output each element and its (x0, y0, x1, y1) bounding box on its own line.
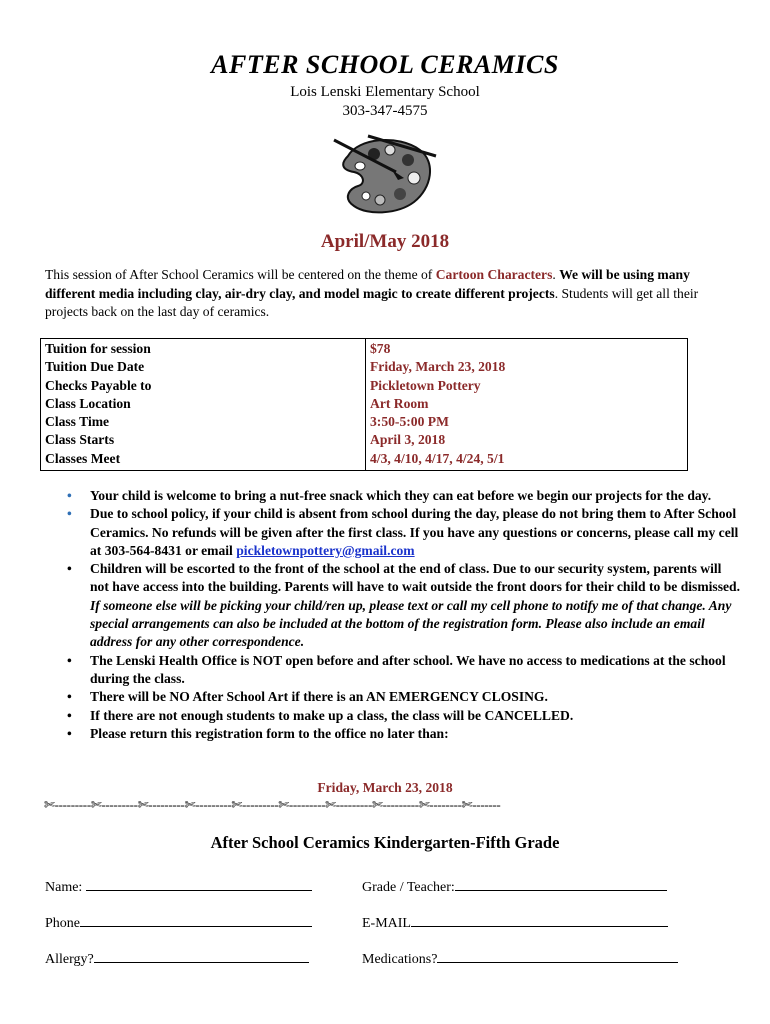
policy-list (64, 487, 740, 743)
info-label: Class Location (45, 395, 131, 411)
bullet-icon: • (67, 725, 72, 741)
info-value: April 3, 2018 (370, 432, 446, 448)
intro-text: This session of After School Ceramics will be centered on the theme of (45, 267, 436, 282)
return-deadline: Friday, March 23, 2018 (317, 780, 453, 795)
phone-input-line[interactable] (80, 912, 312, 927)
bullet-text: Your child is welcome to bring a nut-free snack which they can eat before we begin our projects for the day. (90, 488, 712, 503)
name-input-line[interactable] (86, 876, 312, 891)
list-item (64, 652, 740, 689)
intro-text-2: . (552, 267, 560, 282)
list-item (64, 560, 740, 651)
info-value: Friday, March 23, 2018 (370, 359, 506, 375)
page-title: AFTER SCHOOL CERAMICS (211, 50, 559, 79)
email-label: E-MAIL (362, 916, 411, 931)
paint-palette-icon (328, 126, 440, 218)
info-label: Class Starts (45, 432, 115, 448)
allergy-field[interactable] (45, 948, 309, 968)
bullet-text: Please return this registration form to the office no later than: (90, 725, 449, 741)
info-label: Checks Payable to (45, 377, 152, 393)
email-field[interactable] (362, 912, 668, 932)
class-info-table (40, 338, 688, 471)
bullet-italic-text: If someone else will be picking your child/ren up, please text or call my cell phone to notify me of that change. Any special arrangements can also be included at the bottom of the registration form. Please also include an email address for any other correspondence. (90, 597, 732, 650)
bullet-icon: • (67, 506, 72, 522)
phone-label: Phone (45, 916, 80, 931)
info-label: Classes Meet (45, 450, 121, 466)
email-input-line[interactable] (411, 912, 668, 927)
session-heading: April/May 2018 (320, 231, 450, 252)
name-label: Name: (45, 880, 86, 895)
info-label: Tuition Due Date (45, 359, 145, 375)
list-item (64, 688, 740, 706)
medications-input-line[interactable] (437, 948, 678, 963)
info-label: Class Time (45, 414, 110, 430)
grade-teacher-input-line[interactable] (455, 876, 667, 891)
info-value: Pickletown Pottery (370, 377, 481, 393)
name-field[interactable] (45, 876, 312, 896)
info-label: Tuition for session (45, 341, 151, 356)
intro-text-3: . Students will get all their projects back on the last day of ceramics. (45, 285, 699, 319)
school-phone: 303-347-4575 (342, 103, 428, 119)
list-item (64, 487, 740, 505)
media-text: We will be using many different media including clay, air-dry clay, and model magic to create different projects (45, 267, 690, 301)
bullet-icon: • (67, 488, 72, 503)
medications-field[interactable] (362, 948, 678, 968)
bullet-icon: • (67, 707, 72, 723)
info-value: 4/3, 4/10, 4/17, 4/24, 5/1 (370, 450, 505, 466)
info-value: 3:50-5:00 PM (370, 414, 449, 430)
registration-form-title: After School Ceramics Kindergarten-Fifth Grade (210, 833, 560, 852)
allergy-input-line[interactable] (94, 948, 309, 963)
info-value: Art Room (370, 395, 429, 411)
email-link[interactable]: pickletownpottery@gmail.com (236, 542, 415, 558)
bullet-icon: • (67, 652, 72, 668)
grade-teacher-label: Grade / Teacher: (362, 880, 455, 895)
info-values-cell (366, 339, 688, 471)
bullet-icon: • (67, 561, 72, 577)
list-item (64, 707, 740, 725)
allergy-label: Allergy? (45, 952, 94, 967)
bullet-text: The Lenski Health Office is NOT open before and after school. We have no access to medications at the school during the class. (90, 652, 726, 686)
bullet-text: If there are not enough students to make up a class, the class will be CANCELLED. (90, 707, 574, 723)
list-item (64, 505, 740, 560)
grade-teacher-field[interactable] (362, 876, 667, 896)
bullet-text: There will be NO After School Art if there is an AN EMERGENCY CLOSING. (90, 689, 548, 705)
info-labels-cell (41, 339, 366, 471)
info-value: $78 (370, 341, 391, 356)
scissors-cut-line: ✄---------✄---------✄---------✄---------✄---------✄---------✄---------✄---------✄--------✄------- (44, 797, 501, 812)
school-name: Lois Lenski Elementary School (290, 84, 480, 100)
phone-field[interactable] (45, 912, 312, 932)
theme-text: Cartoon Characters (435, 267, 553, 282)
bullet-text: Due to school policy, if your child is absent from school during the day, please do not bring them to After School Ceramics. No refunds will be given after the first class. If you have any questions or concerns, please call my cell at 303-564-8431 or email (90, 506, 739, 558)
bullet-icon: • (67, 689, 72, 705)
list-item (64, 725, 740, 743)
medications-label: Medications? (362, 952, 438, 967)
intro-paragraph (45, 266, 735, 322)
bullet-text: Children will be escorted to the front of the school at the end of class. Due to our security system, parents will not have access into the building. Parents will have to wait outside the front doors for their child to be dismissed. (90, 561, 741, 595)
